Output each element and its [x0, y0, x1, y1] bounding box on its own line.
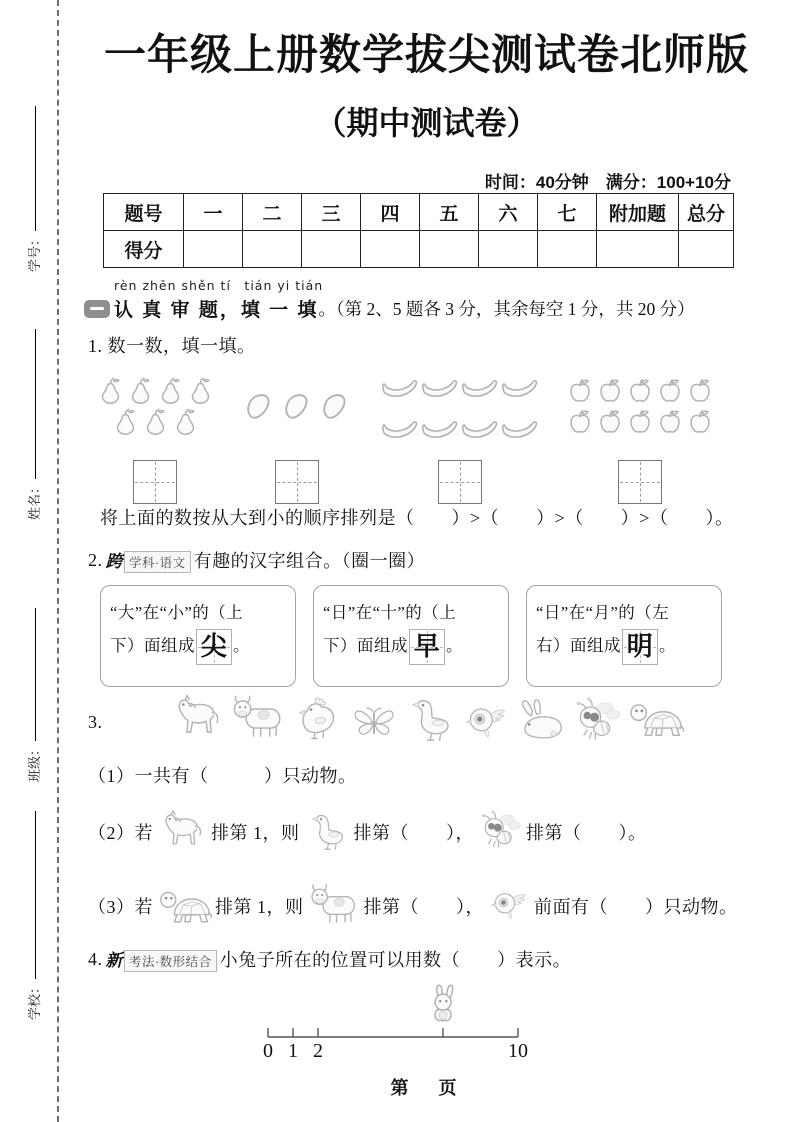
- horse-image: [168, 690, 226, 748]
- horse-image: [156, 806, 208, 858]
- pear-image: [110, 407, 140, 437]
- turtle-image: [626, 690, 684, 748]
- sub2-part4: 排第（ ）。: [526, 823, 647, 843]
- sub3-part3: 排第（ ），: [363, 897, 484, 917]
- score-table-header-cell: 题号: [104, 194, 184, 231]
- apple-image: [625, 407, 655, 437]
- mango-image: [278, 387, 316, 425]
- question-2-character-boxes: [100, 585, 722, 687]
- score-blank-cell: [302, 231, 361, 268]
- composed-character: 早: [413, 632, 441, 662]
- cross-subject-badge: [106, 547, 191, 573]
- margin-field-blank-line: [34, 811, 36, 979]
- fruit-images: [565, 360, 715, 452]
- banana-image: [420, 407, 460, 447]
- grid-character-box: [196, 629, 232, 665]
- svg-text:0: 0: [263, 1040, 273, 1060]
- score-row-label: 得分: [104, 231, 184, 268]
- box-line2: 下）面组成: [323, 636, 408, 655]
- character-box-ming: [526, 585, 722, 687]
- apple-image: [655, 407, 685, 437]
- character-box-jian: [100, 585, 296, 687]
- pear-image: [125, 376, 155, 406]
- fruit-group-mango: [240, 360, 354, 504]
- question-1-fruit-groups: [95, 360, 715, 504]
- question-2-text: 有趣的汉字组合。（圈一圈）: [193, 551, 426, 571]
- answer-grid-box: [438, 460, 482, 504]
- question-4-text: 小兔子所在的位置可以用数（ ）表示。: [219, 950, 572, 970]
- score-table-header-cell: 三: [302, 194, 361, 231]
- svg-text:1: 1: [288, 1040, 298, 1060]
- mango-image: [316, 387, 354, 425]
- apple-image: [565, 376, 595, 406]
- paper-title: 一年级上册数学拔尖测试卷北师版: [103, 31, 749, 78]
- answer-grid-box: [618, 460, 662, 504]
- fruit-row: [565, 407, 715, 437]
- fruit-row: [565, 376, 715, 406]
- paper-subtitle: （期中测试卷）: [314, 105, 539, 141]
- goose-image: [402, 692, 458, 748]
- mango-image: [240, 387, 278, 425]
- section-1-title: 认 真 审 题，填 一 填: [114, 300, 319, 321]
- question-1-order-text: 将上面的数按从大到小的顺序排列是（ ）>（ ）>（ ）>（ ）。: [100, 508, 734, 528]
- box-period: 。: [659, 636, 676, 655]
- apple-image: [685, 376, 715, 406]
- question-4-text-line: [88, 946, 571, 972]
- section-1-pinyin: rèn zhēn shěn tí tián yi tián: [114, 278, 324, 293]
- section-number-one-icon: [84, 300, 110, 318]
- apple-image: [625, 376, 655, 406]
- score-blank-cell: [184, 231, 243, 268]
- bird-image: [487, 884, 531, 928]
- margin-field-3: [24, 811, 43, 1020]
- question-4-number-line: [248, 982, 578, 1060]
- margin-field-blank-line: [34, 608, 36, 741]
- score-blank-cell: [538, 231, 597, 268]
- fruit-group-banana: [380, 360, 540, 504]
- fruit-images: [95, 360, 215, 452]
- banana-image: [500, 366, 540, 406]
- margin-field-label: 学号：: [27, 232, 42, 272]
- margin-field-label: 班级：: [27, 742, 42, 782]
- question-3-sub2: [88, 806, 647, 858]
- section-1-header: [84, 276, 695, 322]
- question-2-number: 2.: [88, 549, 103, 570]
- fruit-images: [240, 360, 354, 452]
- turtle-image: [156, 878, 212, 934]
- answer-grid-box: [133, 460, 177, 504]
- new-method-badge: [106, 946, 217, 972]
- sub1-text: （1）一共有（ ）只动物。: [88, 766, 357, 786]
- score-table-header-cell: 六: [479, 194, 538, 231]
- fruit-row: [380, 366, 540, 406]
- apple-image: [685, 407, 715, 437]
- badge-label: 学科·语文: [124, 551, 191, 573]
- question-3-sub3: [88, 878, 738, 934]
- section-1-score-note: 。（第 2、5 题各 3 分，其余每空 1 分，共 20 分）: [318, 299, 695, 319]
- margin-field-0: [24, 106, 43, 272]
- margin-field-2: [24, 608, 43, 782]
- time-and-score-note: 时间：40分钟 满分：100+10分: [484, 173, 731, 192]
- composed-character: 尖: [200, 632, 228, 662]
- svg-text:10: 10: [508, 1040, 528, 1060]
- box-line2: 下）面组成: [110, 636, 195, 655]
- score-table: [103, 193, 734, 268]
- margin-field-label: 学校：: [27, 980, 42, 1020]
- apple-image: [655, 376, 685, 406]
- fruit-images: [380, 360, 540, 452]
- fruit-row: [95, 407, 215, 437]
- margin-divider-dashed-line: [57, 0, 59, 1122]
- banana-image: [500, 407, 540, 447]
- question-4-number: 4.: [88, 948, 103, 969]
- fruit-row: [95, 376, 215, 406]
- score-blank-cell: [479, 231, 538, 268]
- cow-image: [307, 879, 361, 933]
- question-3-number: 3.: [88, 712, 103, 732]
- sub3-part4: 前面有（ ）只动物。: [534, 897, 738, 917]
- banana-image: [380, 366, 420, 406]
- fruit-row: [240, 387, 354, 425]
- question-2-text-line: [88, 547, 425, 573]
- sub2-part3: 排第（ ），: [353, 823, 474, 843]
- score-table-header-cell: 四: [361, 194, 420, 231]
- apple-image: [565, 407, 595, 437]
- composed-character: 明: [626, 632, 654, 662]
- score-blank-cell: [243, 231, 302, 268]
- fruit-group-pear: [95, 360, 215, 504]
- goose-image: [303, 808, 351, 856]
- score-table-header-cell: 附加题: [597, 194, 679, 231]
- box-period: 。: [233, 636, 250, 655]
- badge-label: 考法·数形结合: [124, 950, 217, 972]
- chicken-image: [290, 692, 346, 748]
- score-table-header-cell: 五: [420, 194, 479, 231]
- score-table-header-cell: 二: [243, 194, 302, 231]
- pear-image: [155, 376, 185, 406]
- badge-prefix: 新: [105, 951, 123, 970]
- sub3-part1: （3）若: [88, 897, 153, 917]
- apple-image: [595, 376, 625, 406]
- number-line-svg: [248, 982, 578, 1060]
- character-box-zao: [313, 585, 509, 687]
- butterfly-image: [349, 698, 399, 748]
- banana-image: [420, 366, 460, 406]
- cow-image: [229, 690, 287, 748]
- bee-image: [477, 809, 523, 855]
- rabbit-image: [514, 694, 568, 748]
- badge-prefix: 跨: [105, 552, 123, 571]
- margin-field-blank-line: [34, 329, 36, 479]
- margin-field-blank-line: [34, 106, 36, 231]
- score-blank-cell: [420, 231, 479, 268]
- margin-field-1: [24, 329, 43, 520]
- answer-grid-box: [275, 460, 319, 504]
- margin-field-label: 姓名：: [27, 480, 42, 520]
- page-footer: 第 页: [390, 1078, 463, 1098]
- sub2-part1: （2）若: [88, 823, 153, 843]
- pear-image: [170, 407, 200, 437]
- grid-character-box: [622, 629, 658, 665]
- score-table-header-cell: 一: [184, 194, 243, 231]
- sub2-part2: 排第 1，则: [211, 823, 300, 843]
- bee-image: [571, 696, 623, 748]
- pear-image: [185, 376, 215, 406]
- box-line1: “大”在“小”的（上: [110, 603, 244, 622]
- sub3-part2: 排第 1，则: [215, 897, 304, 917]
- pear-image: [140, 407, 170, 437]
- box-period: 。: [446, 636, 463, 655]
- rabbit-on-number-line: [435, 985, 453, 1020]
- box-line2: 右）面组成: [536, 636, 621, 655]
- fruit-row: [380, 407, 540, 447]
- score-table-header-cell: 七: [538, 194, 597, 231]
- grid-character-box: [409, 629, 445, 665]
- score-table-header-cell: 总分: [679, 194, 734, 231]
- question-1-text: 1. 数一数，填一填。: [88, 336, 256, 356]
- fruit-group-apple: [565, 360, 715, 504]
- bird-image: [461, 698, 511, 748]
- apple-image: [595, 407, 625, 437]
- score-blank-cell: [679, 231, 734, 268]
- score-blank-cell: [597, 231, 679, 268]
- box-line1: “日”在“十”的（上: [323, 603, 457, 622]
- banana-image: [460, 407, 500, 447]
- box-line1: “日”在“月”的（左: [536, 603, 670, 622]
- svg-text:2: 2: [313, 1040, 323, 1060]
- score-blank-cell: [361, 231, 420, 268]
- banana-image: [460, 366, 500, 406]
- question-3-sub1: [88, 762, 357, 788]
- banana-image: [380, 407, 420, 447]
- question-3-animal-row: [168, 690, 684, 748]
- pear-image: [95, 376, 125, 406]
